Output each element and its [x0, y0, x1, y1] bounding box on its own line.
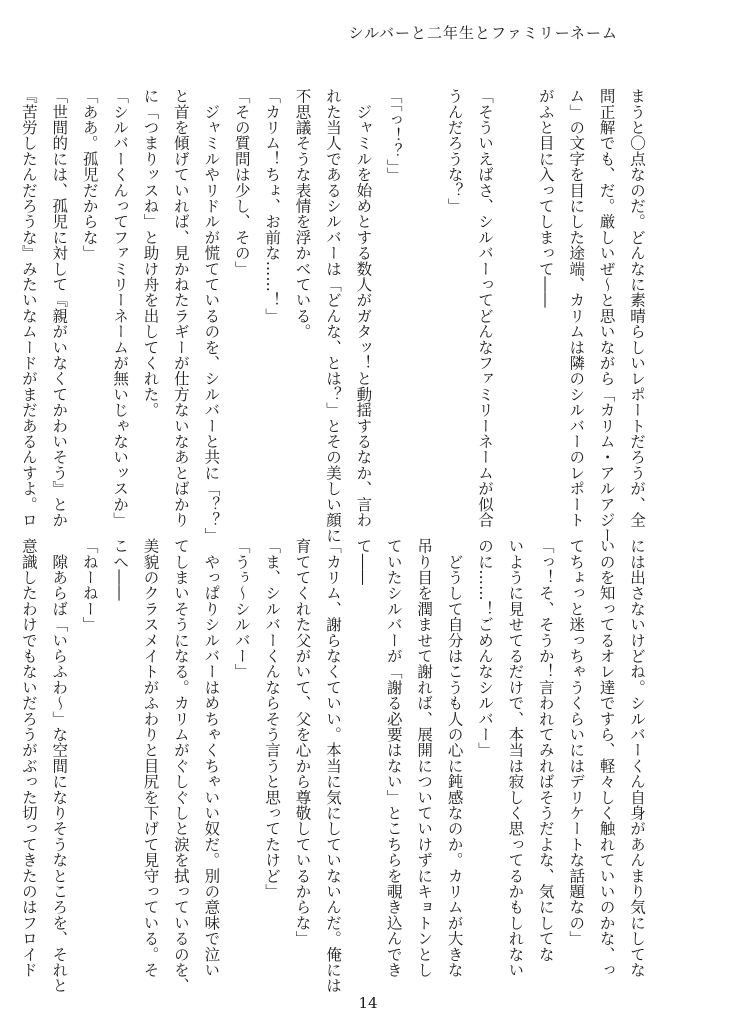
text-line: やっぱりシルバーはめちゃくちゃいい奴だ。別の意味で泣い: [202, 538, 221, 978]
text-line: [500, 88, 530, 488]
text-line: に「つまりッスね」と助け舟を出してくれた。: [141, 88, 160, 418]
text-line: 不思議そうな表情を浮かべている。: [293, 88, 312, 340]
text-line: ム」の文字を目にした途端、カリムは隣のシルバーのレポート: [567, 88, 586, 528]
text-line: 「シルバーくんってファミリーネームが無いじゃないッスか」: [111, 88, 130, 528]
text-line: どうして自分はこうも人の心に鈍感なのか。カリムが大きな: [445, 538, 464, 978]
text-line: [409, 88, 439, 488]
text-line: いように見せてるだけで、本当は寂しく思ってるかもしれない: [506, 538, 525, 978]
text-line: 意識したわけでもないだろうがぶった切ってきたのはフロイド: [19, 538, 38, 978]
text-line: て――: [354, 538, 373, 586]
text-line: 美貌のクラスメイトがふわりと目尻を下げて見守っている。そ: [141, 538, 160, 978]
text-line: 「っ！そ、そうか！言われてみればそうだよな、気にしてな: [536, 538, 555, 962]
text-line: 「その質問は少し、その」: [232, 88, 251, 277]
text-line: 育ててくれた父がいて、父を心から尊敬しているからな」: [293, 538, 312, 947]
text-line: こへ――: [111, 538, 130, 601]
text-line: てちょっと迷っちゃうくらいにはデリケートな話題なの」: [567, 538, 586, 947]
text-line: と首を傾げていれば、見かねたラギーが仕方ないなあとばかり: [171, 88, 190, 528]
bottom-text-block: [19, 538, 652, 994]
text-line: てしまいそうになる。カリムがぐしぐしと涙を拭っているのを、: [171, 538, 190, 994]
running-header: シルバーと二年生とファミリーネーム: [348, 24, 618, 42]
text-line: ジャミルを始めとする数人がガタッ！と動揺するなか、言わ: [354, 88, 373, 528]
text-line: 「ねーねー」: [80, 538, 99, 633]
text-line: がふと目に入ってしまって――: [536, 88, 555, 308]
text-line: ジャミルやリドルが慌てているのを、シルバーと共に「？？」: [202, 88, 221, 544]
text-line: 「世間的には、孤児に対して『親がいなくてかわいそう』とか: [50, 88, 69, 528]
text-line: ていたシルバーが「謝る必要はない」とこちらを覗き込んでき: [384, 538, 403, 978]
text-line: 「カリム、謝らなくていい。本当に気にしていないんだ。俺には: [323, 538, 342, 994]
text-line: のに……！ごめんなシルバー」: [475, 538, 494, 758]
text-line: 「うぅ～シルバー」: [232, 538, 251, 680]
text-line: 問正解でも、だ。厳しいぜ～と思いながら「カリム・アルアジー: [597, 88, 616, 544]
text-line: 「そういえばさ、シルバーってどんなファミリーネームが似合: [475, 88, 494, 528]
text-line: うんだろうな？」: [445, 88, 464, 214]
text-line: いのを知ってるオレ達ですら、軽々しく触れていいのかな、っ: [597, 538, 616, 978]
text-line: れた当人であるシルバーは「どんな、とは？」とその美しい顔に: [323, 88, 342, 544]
text-line: まうと〇点なのだ。どんなに素晴らしいレポートだろうが、全: [628, 88, 646, 528]
text-line: 「カリム！ちょ、お前な……！」: [263, 88, 282, 324]
text-line: 「「っ！？」」: [384, 88, 403, 183]
text-line: 「ああ。孤児だからな」: [80, 88, 99, 261]
page-number: 14: [358, 994, 378, 1012]
text-line: 「ま、シルバーくんならそう言うと思ってたけど」: [263, 538, 282, 900]
text-line: 『苦労したんだろうな』みたいなムードがまだあるんすよ。ロ: [19, 88, 38, 528]
text-line: には出さないけどね。シルバーくん自身があんまり気にしてな: [628, 538, 646, 978]
text-line: 隙あらば「いらふわ～」な空間になりそうなところを、それと: [50, 538, 69, 994]
top-text-block: [19, 88, 652, 544]
text-line: 吊り目を潤ませて謝れば、展開についていけずにキョトンとし: [415, 538, 434, 978]
